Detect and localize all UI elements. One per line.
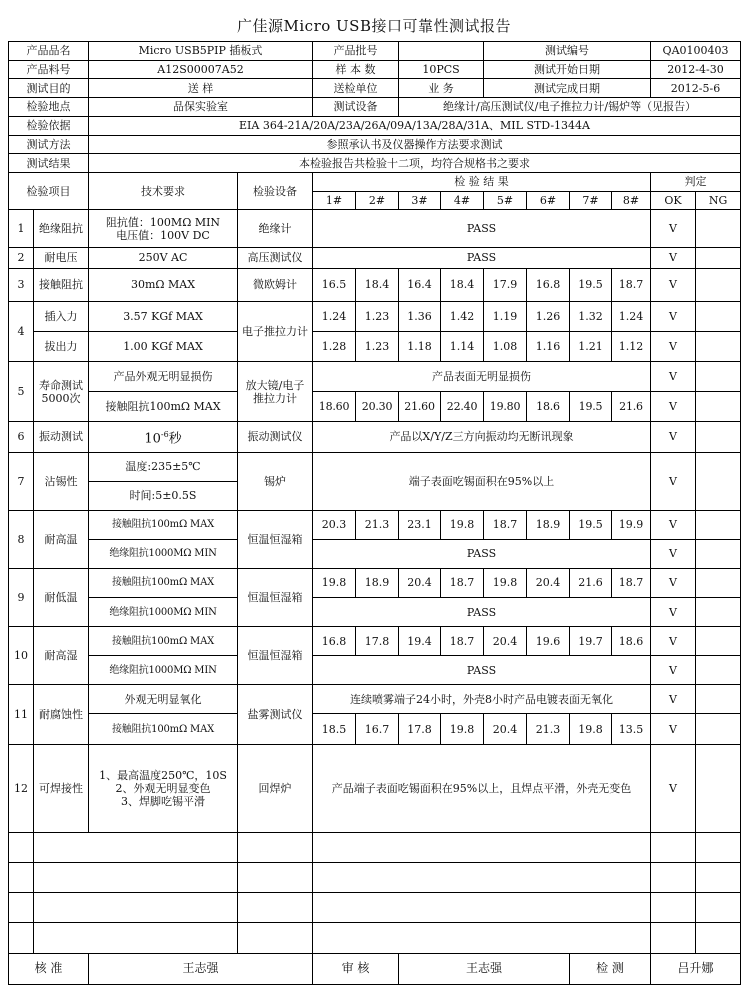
item-spec: 外观无明显氧化 [89, 685, 238, 714]
item-result: 产品表面无明显损伤 [313, 362, 651, 392]
header-spec: 技术要求 [89, 172, 238, 209]
empty-cell [238, 832, 313, 862]
test-row-10b [9, 656, 741, 685]
judge-ng [696, 301, 741, 331]
item-no: 7 [9, 452, 34, 510]
item-device: 恒温恒湿箱 [238, 627, 313, 685]
label-purpose: 测试目的 [9, 79, 89, 98]
item-spec: 时间:5±0.5S [89, 481, 238, 510]
value-cell: 1.42 [441, 301, 484, 331]
judge-ng [696, 598, 741, 627]
label-batch: 产品批号 [313, 42, 399, 61]
judge-ng [696, 627, 741, 656]
item-name: 耐高湿 [34, 627, 89, 685]
label-equipment: 测试设备 [313, 98, 399, 117]
judge-ok: V [651, 392, 696, 422]
item-result: 连续喷雾端子24小时，外壳8小时产品电镀表面无氧化 [313, 685, 651, 714]
item-spec: 接触阻抗100mΩ MAX [89, 510, 238, 539]
item-no: 5 [9, 362, 34, 422]
item-spec: 绝缘阻抗1000MΩ MIN [89, 539, 238, 568]
empty-cell [651, 923, 696, 953]
item-no: 1 [9, 210, 34, 247]
test-row-5a [9, 362, 741, 392]
empty-cell [696, 893, 741, 923]
header-ok: OK [651, 191, 696, 210]
value-cell: 22.40 [441, 392, 484, 422]
value-cell: 1.19 [484, 301, 527, 331]
empty-cell [651, 893, 696, 923]
empty-cell [313, 832, 651, 862]
empty-cell [9, 832, 34, 862]
value-batch [399, 42, 484, 61]
value-cell: 21.6 [570, 568, 612, 597]
item-spec: 1.00 KGf MAX [89, 331, 238, 361]
label-product-name: 产品品名 [9, 42, 89, 61]
item-device: 恒温恒湿箱 [238, 510, 313, 568]
item-name: 拔出力 [34, 331, 89, 361]
label-result: 测试结果 [9, 154, 89, 173]
value-cell: 1.18 [399, 331, 441, 361]
value-cell: 19.5 [570, 268, 612, 301]
value-cell: 19.8 [484, 568, 527, 597]
header-sample: 7# [570, 191, 612, 210]
header-sample: 8# [612, 191, 651, 210]
item-result: 产品以X/Y/Z三方向振动均无断讯现象 [313, 422, 651, 452]
value-cell: 18.9 [527, 510, 570, 539]
header-sample: 4# [441, 191, 484, 210]
item-spec [89, 210, 238, 247]
item-result: PASS [313, 598, 651, 627]
header-sample: 1# [313, 191, 356, 210]
item-name: 耐腐蚀性 [34, 685, 89, 744]
judge-ok: V [651, 568, 696, 597]
item-device: 微欧姆计 [238, 268, 313, 301]
item-device: 锡炉 [238, 452, 313, 510]
empty-cell [238, 893, 313, 923]
value-cell: 13.5 [612, 714, 651, 744]
info-row-7 [9, 154, 741, 173]
header-sample: 6# [527, 191, 570, 210]
info-row-1 [9, 42, 741, 61]
approve-name: 王志强 [89, 953, 313, 984]
empty-cell [238, 863, 313, 893]
item-device: 恒温恒湿箱 [238, 568, 313, 626]
value-cell: 18.9 [356, 568, 399, 597]
test-row-4b [9, 331, 741, 361]
judge-ng [696, 247, 741, 268]
empty-row [9, 863, 741, 893]
item-device: 绝缘计 [238, 210, 313, 247]
item-name: 耐电压 [34, 247, 89, 268]
item-device: 振动测试仪 [238, 422, 313, 452]
test-row-11b [9, 714, 741, 744]
value-cell: 1.24 [313, 301, 356, 331]
header-device: 检验设备 [238, 172, 313, 209]
empty-cell [651, 832, 696, 862]
item-spec: 接触阻抗100mΩ MAX [89, 568, 238, 597]
test-row-8a [9, 510, 741, 539]
label-test-no: 测试编号 [484, 42, 651, 61]
test-row-8b [9, 539, 741, 568]
empty-cell [34, 893, 238, 923]
value-cell: 18.7 [484, 510, 527, 539]
item-spec: 30mΩ MAX [89, 268, 238, 301]
info-row-4 [9, 98, 741, 117]
judge-ok: V [651, 598, 696, 627]
test-row-1 [9, 210, 741, 247]
judge-ng [696, 656, 741, 685]
item-no: 8 [9, 510, 34, 568]
spec-line: 阻抗值：100MΩ MIN [105, 215, 221, 229]
info-row-3 [9, 79, 741, 98]
empty-cell [34, 923, 238, 953]
value-equipment: 绝缘计/高压测试仪/电子推拉力计/锡炉等（见报告） [399, 98, 741, 117]
spec-line: 电压值：100V DC [116, 228, 210, 242]
judge-ok: V [651, 656, 696, 685]
value-cell: 1.28 [313, 331, 356, 361]
judge-ok: V [651, 422, 696, 452]
value-cell: 19.7 [570, 627, 612, 656]
review-name: 王志强 [399, 953, 570, 984]
value-cell: 18.60 [313, 392, 356, 422]
value-purpose: 送 样 [89, 79, 313, 98]
value-cell: 1.24 [612, 301, 651, 331]
item-device: 放大镜/电子推拉力计 [238, 362, 313, 422]
item-spec: 温度:235±5℃ [89, 452, 238, 481]
value-cell: 19.8 [441, 510, 484, 539]
judge-ng [696, 510, 741, 539]
value-cell: 18.7 [441, 627, 484, 656]
test-row-3 [9, 268, 741, 301]
item-no: 9 [9, 568, 34, 626]
value-cell: 19.6 [527, 627, 570, 656]
item-no: 4 [9, 301, 34, 361]
value-cell: 16.5 [313, 268, 356, 301]
review-label: 审 核 [313, 953, 399, 984]
header-item: 检验项目 [9, 172, 89, 209]
value-cell: 17.9 [484, 268, 527, 301]
info-row-6 [9, 135, 741, 154]
test-row-4a [9, 301, 741, 331]
value-method: 参照承认书及仪器操作方法要求测试 [89, 135, 741, 154]
header-ng: NG [696, 191, 741, 210]
value-cell: 1.36 [399, 301, 441, 331]
value-cell: 1.21 [570, 331, 612, 361]
judge-ng [696, 331, 741, 361]
value-cell: 19.8 [313, 568, 356, 597]
value-test-no: QA0100403 [651, 42, 741, 61]
judge-ok: V [651, 627, 696, 656]
value-sender: 业 务 [399, 79, 484, 98]
empty-cell [9, 863, 34, 893]
item-result: PASS [313, 539, 651, 568]
item-name: 插入力 [34, 301, 89, 331]
value-cell: 19.80 [484, 392, 527, 422]
label-method: 测试方法 [9, 135, 89, 154]
test-row-10a [9, 627, 741, 656]
test-row-7a [9, 452, 741, 481]
value-cell: 19.8 [441, 714, 484, 744]
empty-row [9, 832, 741, 862]
item-no: 2 [9, 247, 34, 268]
value-cell: 1.14 [441, 331, 484, 361]
item-result: PASS [313, 656, 651, 685]
item-name: 可焊接性 [34, 744, 89, 832]
item-spec: 3.57 KGf MAX [89, 301, 238, 331]
item-spec: 250V AC [89, 247, 238, 268]
value-result: 本检验报告共检验十二项，均符合规格书之要求 [89, 154, 741, 173]
item-no: 10 [9, 627, 34, 685]
value-location: 品保实验室 [89, 98, 313, 117]
value-cell: 1.32 [570, 301, 612, 331]
item-result: PASS [313, 210, 651, 247]
test-row-6 [9, 422, 741, 452]
value-cell: 18.7 [612, 568, 651, 597]
judge-ok: V [651, 714, 696, 744]
value-cell: 16.8 [313, 627, 356, 656]
value-cell: 21.3 [356, 510, 399, 539]
judge-ok: V [651, 744, 696, 832]
spec-exponent: -6 [160, 430, 169, 440]
item-device: 盐雾测试仪 [238, 685, 313, 744]
test-label: 检 测 [570, 953, 651, 984]
judge-ok: V [651, 301, 696, 331]
item-result: 端子表面吃锡面积在95%以上 [313, 452, 651, 510]
test-row-11a [9, 685, 741, 714]
report-title: 广佳源Micro USB接口可靠性测试报告 [237, 17, 511, 35]
item-no: 11 [9, 685, 34, 744]
item-spec: 接触阻抗100mΩ MAX [89, 627, 238, 656]
value-cell: 1.08 [484, 331, 527, 361]
item-name: 耐高温 [34, 510, 89, 568]
judge-ng [696, 362, 741, 392]
item-name: 绝缘阻抗 [34, 210, 89, 247]
item-spec [89, 422, 238, 452]
value-product-name: Micro USB5PIP 插板式 [89, 42, 313, 61]
judge-ng [696, 744, 741, 832]
item-device: 电子推拉力计 [238, 301, 313, 361]
value-cell: 1.23 [356, 301, 399, 331]
value-cell: 17.8 [399, 714, 441, 744]
test-row-9b [9, 598, 741, 627]
value-start-date: 2012-4-30 [651, 60, 741, 79]
judge-ok: V [651, 452, 696, 510]
item-spec: 接触阻抗100mΩ MAX [89, 392, 238, 422]
judge-ng [696, 210, 741, 247]
header-sample: 5# [484, 191, 527, 210]
item-spec: 绝缘阻抗1000MΩ MIN [89, 598, 238, 627]
value-cell: 20.4 [399, 568, 441, 597]
test-name: 吕升娜 [651, 953, 741, 984]
value-cell: 18.7 [441, 568, 484, 597]
value-cell: 20.4 [484, 714, 527, 744]
judge-ng [696, 452, 741, 510]
value-cell: 23.1 [399, 510, 441, 539]
spec-line: 2、外观无明显变色 [115, 781, 211, 795]
judge-ng [696, 268, 741, 301]
label-location: 检验地点 [9, 98, 89, 117]
judge-ok: V [651, 331, 696, 361]
value-cell: 16.8 [527, 268, 570, 301]
value-cell: 19.5 [570, 392, 612, 422]
empty-cell [313, 923, 651, 953]
judge-ng [696, 685, 741, 714]
label-basis: 检验依据 [9, 116, 89, 135]
approve-label: 核 准 [9, 953, 89, 984]
judge-ng [696, 392, 741, 422]
item-name: 接触阻抗 [34, 268, 89, 301]
value-cell: 16.4 [399, 268, 441, 301]
judge-ng [696, 539, 741, 568]
empty-cell [9, 893, 34, 923]
value-cell: 18.4 [356, 268, 399, 301]
value-cell: 1.23 [356, 331, 399, 361]
value-cell: 18.6 [612, 627, 651, 656]
empty-cell [34, 863, 238, 893]
test-row-5b [9, 392, 741, 422]
empty-cell [696, 832, 741, 862]
value-cell: 18.5 [313, 714, 356, 744]
header-results: 检 验 结 果 [313, 172, 651, 191]
spec-unit: 秒 [168, 431, 182, 447]
empty-cell [34, 832, 238, 862]
item-spec: 绝缘阻抗1000MΩ MIN [89, 656, 238, 685]
empty-cell [696, 923, 741, 953]
value-cell: 16.7 [356, 714, 399, 744]
item-spec: 接触阻抗100mΩ MAX [89, 714, 238, 744]
empty-cell [313, 863, 651, 893]
value-end-date: 2012-5-6 [651, 79, 741, 98]
value-cell: 20.30 [356, 392, 399, 422]
value-cell: 20.4 [527, 568, 570, 597]
value-cell: 18.6 [527, 392, 570, 422]
judge-ok: V [651, 539, 696, 568]
judge-ok: V [651, 685, 696, 714]
judge-ok: V [651, 210, 696, 247]
spec-line: 1、最高温度250℃，10S [99, 768, 227, 782]
value-cell: 19.4 [399, 627, 441, 656]
value-cell: 18.4 [441, 268, 484, 301]
empty-cell [238, 923, 313, 953]
header-sample: 2# [356, 191, 399, 210]
item-name: 耐低温 [34, 568, 89, 626]
item-spec [89, 744, 238, 832]
test-row-12 [9, 744, 741, 832]
value-cell: 20.4 [484, 627, 527, 656]
value-cell: 21.3 [527, 714, 570, 744]
judge-ng [696, 422, 741, 452]
empty-cell [9, 923, 34, 953]
item-no: 6 [9, 422, 34, 452]
test-row-2 [9, 247, 741, 268]
spec-base: 10 [144, 431, 161, 447]
value-part-no: A12S00007A52 [89, 60, 313, 79]
test-row-9a [9, 568, 741, 597]
item-name: 振动测试 [34, 422, 89, 452]
header-sample: 3# [399, 191, 441, 210]
value-cell: 17.8 [356, 627, 399, 656]
spec-line: 3、焊脚吃锡平滑 [121, 794, 205, 808]
empty-cell [696, 863, 741, 893]
value-cell: 19.5 [570, 510, 612, 539]
judge-ok: V [651, 268, 696, 301]
value-cell: 19.8 [570, 714, 612, 744]
label-start-date: 测试开始日期 [484, 60, 651, 79]
label-sample-qty: 样 本 数 [313, 60, 399, 79]
value-cell: 18.7 [612, 268, 651, 301]
value-sample-qty: 10PCS [399, 60, 484, 79]
header-row-1 [9, 172, 741, 191]
value-basis: EIA 364-21A/20A/23A/26A/09A/13A/28A/31A、MIL STD-1344A [89, 116, 741, 135]
empty-cell [313, 893, 651, 923]
info-row-2 [9, 60, 741, 79]
judge-ng [696, 568, 741, 597]
info-row-5 [9, 116, 741, 135]
value-cell: 1.16 [527, 331, 570, 361]
item-device: 回焊炉 [238, 744, 313, 832]
value-cell: 20.3 [313, 510, 356, 539]
value-cell: 21.6 [612, 392, 651, 422]
value-cell: 21.60 [399, 392, 441, 422]
item-name: 寿命测试5000次 [34, 362, 89, 422]
item-no: 12 [9, 744, 34, 832]
label-sender: 送检单位 [313, 79, 399, 98]
value-cell: 19.9 [612, 510, 651, 539]
empty-cell [651, 863, 696, 893]
judge-ok: V [651, 362, 696, 392]
empty-row [9, 923, 741, 953]
report-table [8, 41, 741, 985]
item-result: 产品端子表面吃锡面积在95%以上，且焊点平滑，外壳无变色 [313, 744, 651, 832]
empty-row [9, 893, 741, 923]
item-result: PASS [313, 247, 651, 268]
item-spec: 产品外观无明显损伤 [89, 362, 238, 392]
item-name: 沾锡性 [34, 452, 89, 510]
header-judge: 判定 [651, 172, 741, 191]
value-cell: 1.26 [527, 301, 570, 331]
value-cell: 1.12 [612, 331, 651, 361]
label-end-date: 测试完成日期 [484, 79, 651, 98]
label-part-no: 产品料号 [9, 60, 89, 79]
judge-ok: V [651, 247, 696, 268]
item-device: 高压测试仪 [238, 247, 313, 268]
signature-row [9, 953, 741, 984]
item-no: 3 [9, 268, 34, 301]
judge-ok: V [651, 510, 696, 539]
judge-ng [696, 714, 741, 744]
